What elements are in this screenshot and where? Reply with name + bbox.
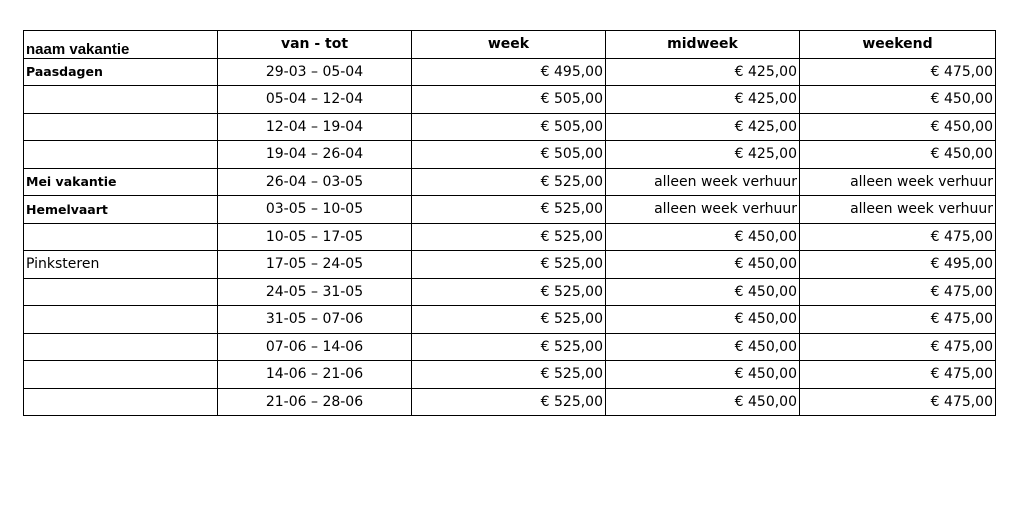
cell-midweek-price: € 425,00 [606, 86, 800, 114]
cell-week-price: € 505,00 [412, 141, 606, 169]
table-row [24, 278, 996, 306]
cell-holiday-name: Hemelvaart [24, 196, 218, 224]
cell-weekend-price: € 475,00 [800, 58, 996, 86]
cell-holiday-name [24, 141, 218, 169]
cell-weekend-price: € 475,00 [800, 306, 996, 334]
cell-date-range: 21-06 – 28-06 [218, 388, 412, 416]
cell-midweek-price: € 450,00 [606, 388, 800, 416]
table-row [24, 141, 996, 169]
cell-midweek-price: € 450,00 [606, 223, 800, 251]
table-row [24, 333, 996, 361]
cell-weekend-price: alleen week verhuur [800, 196, 996, 224]
cell-weekend-price: € 475,00 [800, 361, 996, 389]
cell-week-price: € 525,00 [412, 361, 606, 389]
cell-holiday-name: Mei vakantie [24, 168, 218, 196]
cell-date-range: 12-04 – 19-04 [218, 113, 412, 141]
cell-midweek-price: € 425,00 [606, 141, 800, 169]
cell-week-price: € 525,00 [412, 333, 606, 361]
cell-weekend-price: € 495,00 [800, 251, 996, 279]
cell-holiday-name [24, 113, 218, 141]
cell-date-range: 14-06 – 21-06 [218, 361, 412, 389]
table-row [24, 168, 996, 196]
cell-midweek-price: € 450,00 [606, 251, 800, 279]
header-row [24, 31, 996, 59]
cell-holiday-name [24, 223, 218, 251]
cell-holiday-name [24, 278, 218, 306]
cell-date-range: 24-05 – 31-05 [218, 278, 412, 306]
header-weekend: weekend [800, 31, 996, 59]
cell-week-price: € 525,00 [412, 168, 606, 196]
cell-holiday-name [24, 86, 218, 114]
cell-week-price: € 525,00 [412, 306, 606, 334]
table-body [24, 58, 996, 416]
table-row [24, 251, 996, 279]
cell-week-price: € 495,00 [412, 58, 606, 86]
header-range: van - tot [218, 31, 412, 59]
header-week: week [412, 31, 606, 59]
cell-holiday-name [24, 333, 218, 361]
cell-weekend-price: € 475,00 [800, 278, 996, 306]
cell-holiday-name [24, 306, 218, 334]
cell-date-range: 31-05 – 07-06 [218, 306, 412, 334]
cell-date-range: 07-06 – 14-06 [218, 333, 412, 361]
table-row [24, 86, 996, 114]
cell-weekend-price: alleen week verhuur [800, 168, 996, 196]
cell-date-range: 19-04 – 26-04 [218, 141, 412, 169]
cell-midweek-price: € 425,00 [606, 58, 800, 86]
cell-weekend-price: € 450,00 [800, 141, 996, 169]
table-row [24, 223, 996, 251]
table-row [24, 58, 996, 86]
cell-midweek-price: alleen week verhuur [606, 196, 800, 224]
cell-midweek-price: € 425,00 [606, 113, 800, 141]
cell-holiday-name: Pinksteren [24, 251, 218, 279]
cell-week-price: € 505,00 [412, 86, 606, 114]
cell-midweek-price: € 450,00 [606, 333, 800, 361]
cell-date-range: 03-05 – 10-05 [218, 196, 412, 224]
table-row [24, 196, 996, 224]
cell-midweek-price: alleen week verhuur [606, 168, 800, 196]
cell-weekend-price: € 475,00 [800, 388, 996, 416]
cell-week-price: € 525,00 [412, 388, 606, 416]
cell-date-range: 05-04 – 12-04 [218, 86, 412, 114]
cell-holiday-name [24, 361, 218, 389]
cell-midweek-price: € 450,00 [606, 306, 800, 334]
cell-week-price: € 505,00 [412, 113, 606, 141]
cell-midweek-price: € 450,00 [606, 361, 800, 389]
cell-holiday-name [24, 388, 218, 416]
header-name: naam vakantie [24, 31, 218, 59]
price-table [23, 30, 996, 416]
cell-date-range: 10-05 – 17-05 [218, 223, 412, 251]
cell-weekend-price: € 475,00 [800, 333, 996, 361]
cell-date-range: 17-05 – 24-05 [218, 251, 412, 279]
cell-week-price: € 525,00 [412, 278, 606, 306]
cell-weekend-price: € 475,00 [800, 223, 996, 251]
table-row [24, 113, 996, 141]
cell-holiday-name: Paasdagen [24, 58, 218, 86]
cell-weekend-price: € 450,00 [800, 86, 996, 114]
cell-week-price: € 525,00 [412, 223, 606, 251]
cell-week-price: € 525,00 [412, 251, 606, 279]
table-row [24, 388, 996, 416]
header-midweek: midweek [606, 31, 800, 59]
cell-weekend-price: € 450,00 [800, 113, 996, 141]
table-row [24, 306, 996, 334]
cell-midweek-price: € 450,00 [606, 278, 800, 306]
cell-date-range: 26-04 – 03-05 [218, 168, 412, 196]
cell-date-range: 29-03 – 05-04 [218, 58, 412, 86]
table-row [24, 361, 996, 389]
cell-week-price: € 525,00 [412, 196, 606, 224]
